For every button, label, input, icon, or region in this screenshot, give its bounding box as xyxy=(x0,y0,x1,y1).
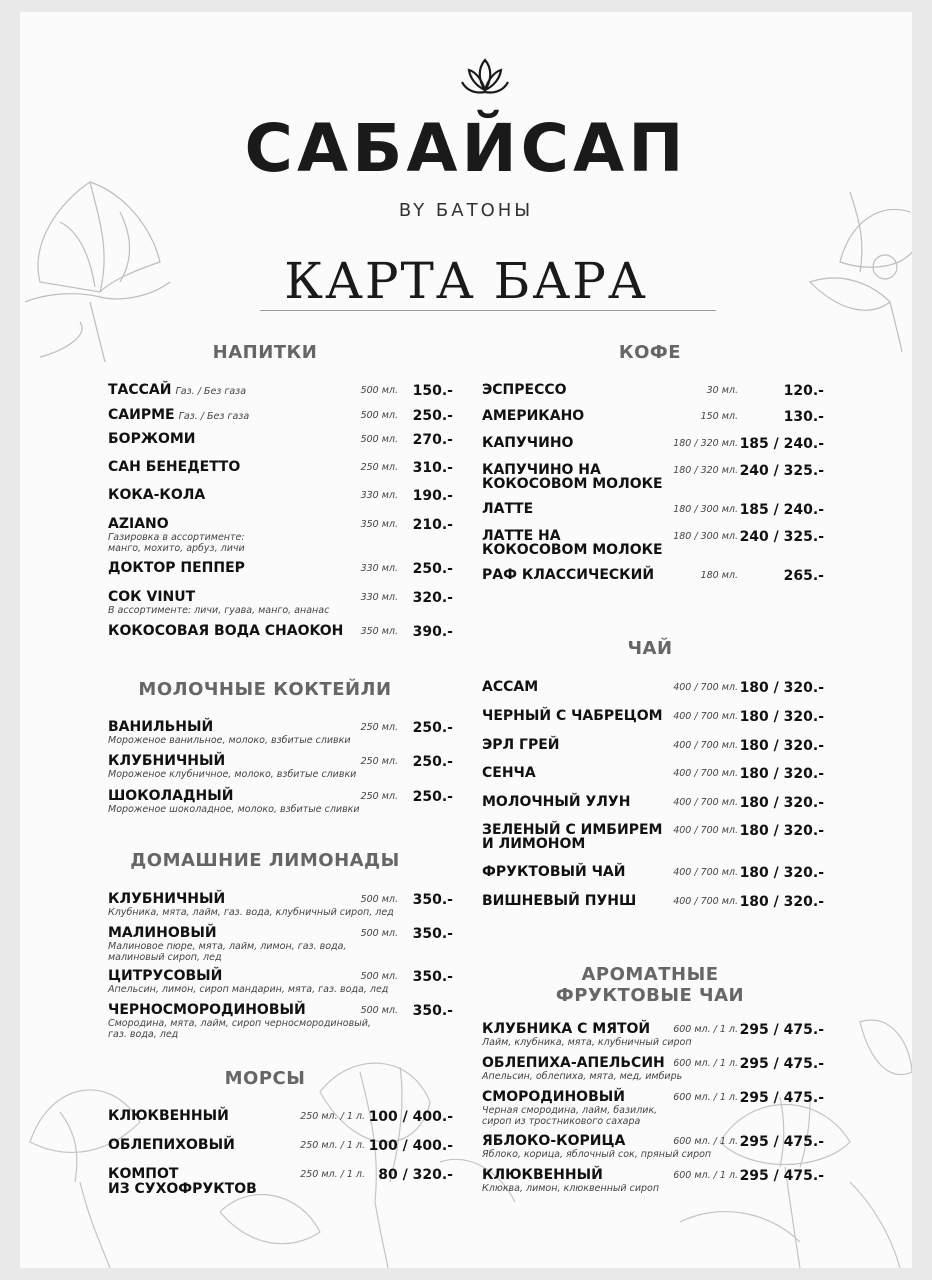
item-volume: 500 мл. xyxy=(360,928,398,939)
item-volume: 500 мл. xyxy=(360,434,398,445)
item-volume: 330 мл. xyxy=(360,563,398,574)
item-price: 310.- xyxy=(412,460,453,476)
item-volume: 30 мл. xyxy=(706,385,738,396)
item-price: 250.- xyxy=(412,561,453,577)
item-price: 185 / 240.- xyxy=(739,436,824,452)
item-price: 295 / 475.- xyxy=(739,1022,824,1038)
item-price: 270.- xyxy=(412,432,453,448)
item-volume: 350 мл. xyxy=(360,519,398,530)
item-name: ЦИТРУСОВЫЙ xyxy=(108,968,223,984)
item-price: 250.- xyxy=(412,754,453,770)
item-price: 210.- xyxy=(412,517,453,533)
item-option: Газ. / Без газа xyxy=(178,411,250,422)
item-price: 390.- xyxy=(412,624,453,640)
item-name: ВАНИЛЬНЫЙ xyxy=(108,719,214,735)
item-volume: 400 / 700 мл. xyxy=(673,740,738,751)
section-title-lemonades: ДОМАШНИЕ ЛИМОНАДЫ xyxy=(130,850,400,871)
item-option: Газ. / Без газа xyxy=(175,386,247,397)
title-divider xyxy=(260,310,716,311)
section-title-coffee: КОФЕ xyxy=(618,342,682,363)
item-name: КАПУЧИНО xyxy=(482,435,574,451)
item-price: 240 / 325.- xyxy=(739,529,824,545)
item-description: Лайм, клубника, мята, клубничный сироп xyxy=(482,1037,692,1048)
item-volume: 400 / 700 мл. xyxy=(673,711,738,722)
item-name: МАЛИНОВЫЙ xyxy=(108,925,217,941)
item-name: СОК VINUT xyxy=(108,589,196,605)
item-name: КЛУБНИЧНЫЙ xyxy=(108,753,226,769)
item-name: ЗЕЛЕНЫЙ С ИМБИРЕМ xyxy=(482,822,663,838)
item-volume: 250 мл. xyxy=(360,462,398,473)
item-name: ВИШНЕВЫЙ ПУНШ xyxy=(482,893,637,909)
item-description: Черная смородина, лайм, базилик, xyxy=(482,1105,658,1116)
item-description: Мороженое шоколадное, молоко, взбитые сливки xyxy=(108,804,360,815)
item-name: ДОКТОР ПЕППЕР xyxy=(108,560,245,576)
item-name: САН БЕНЕДЕТТО xyxy=(108,459,241,475)
item-description: Яблоко, корица, яблочный сок, пряный сироп xyxy=(482,1149,712,1160)
item-name-line2: КОКОСОВОМ МОЛОКЕ xyxy=(482,542,663,558)
item-name: КЛЮКВЕННЫЙ xyxy=(482,1167,603,1183)
item-name: ТАССАЙ Газ. / Без газа xyxy=(108,382,247,398)
item-price: 130.- xyxy=(783,409,824,425)
item-description: сироп из тростникового сахара xyxy=(482,1116,641,1127)
item-name: КОМПОТ xyxy=(108,1166,179,1182)
item-name: ЛАТТЕ НА xyxy=(482,528,561,544)
item-description: Апельсин, облепиха, мята, мед, имбирь xyxy=(482,1071,683,1082)
item-price: 295 / 475.- xyxy=(739,1056,824,1072)
section-title-fruit-tea-line2: ФРУКТОВЫЕ ЧАИ xyxy=(555,985,745,1006)
item-volume: 500 мл. xyxy=(360,1005,398,1016)
item-volume: 600 мл. / 1 л. xyxy=(673,1170,738,1181)
item-volume: 350 мл. xyxy=(360,626,398,637)
item-name: КАПУЧИНО НА xyxy=(482,462,601,478)
item-name: САИРМЕ Газ. / Без газа xyxy=(108,407,250,423)
item-volume: 250 мл. / 1 л. xyxy=(300,1140,365,1151)
menu-page xyxy=(20,12,912,1268)
item-price: 100 / 400.- xyxy=(368,1109,453,1125)
brand-subtitle: BY БАТОНЫ xyxy=(398,200,534,221)
item-price: 180 / 320.- xyxy=(739,738,824,754)
item-name: ЯБЛОКО-КОРИЦА xyxy=(482,1133,626,1149)
item-volume: 180 мл. xyxy=(700,570,738,581)
item-price: 250.- xyxy=(412,408,453,424)
item-name: ОБЛЕПИХА-АПЕЛЬСИН xyxy=(482,1055,665,1071)
item-volume: 250 мл. xyxy=(360,756,398,767)
item-volume: 250 мл. / 1 л. xyxy=(300,1111,365,1122)
item-price: 190.- xyxy=(412,488,453,504)
item-name: ЧЕРНЫЙ С ЧАБРЕЦОМ xyxy=(482,708,663,724)
item-description: Газировка в ассортименте: xyxy=(108,532,245,543)
item-price: 350.- xyxy=(412,892,453,908)
item-name: АМЕРИКАНО xyxy=(482,408,585,424)
item-volume: 600 мл. / 1 л. xyxy=(673,1136,738,1147)
item-volume: 400 / 700 мл. xyxy=(673,867,738,878)
page-title: КАРТА БАРА xyxy=(284,252,648,310)
item-volume: 400 / 700 мл. xyxy=(673,797,738,808)
item-price: 180 / 320.- xyxy=(739,680,824,696)
item-volume: 400 / 700 мл. xyxy=(673,682,738,693)
item-name: КЛЮКВЕННЫЙ xyxy=(108,1108,229,1124)
item-volume: 400 / 700 мл. xyxy=(673,768,738,779)
item-volume: 500 мл. xyxy=(360,385,398,396)
item-price: 180 / 320.- xyxy=(739,795,824,811)
item-name: АССАМ xyxy=(482,679,539,695)
item-price: 320.- xyxy=(412,590,453,606)
brand-name: САБАЙСАП xyxy=(244,110,688,187)
section-title-fruit-tea: АРОМАТНЫЕ xyxy=(581,964,719,985)
item-volume: 250 мл. / 1 л. xyxy=(300,1169,365,1180)
item-description: Смородина, мята, лайм, сироп черносмородиновый, xyxy=(108,1018,371,1029)
item-name: ЧЕРНОСМОРОДИНОВЫЙ xyxy=(108,1002,306,1018)
item-volume: 600 мл. / 1 л. xyxy=(673,1092,738,1103)
item-name: КЛУБНИЧНЫЙ xyxy=(108,891,226,907)
item-price: 150.- xyxy=(412,383,453,399)
section-title-milkshakes: МОЛОЧНЫЕ КОКТЕЙЛИ xyxy=(138,679,392,700)
item-price: 295 / 475.- xyxy=(739,1168,824,1184)
item-volume: 500 мл. xyxy=(360,894,398,905)
item-volume: 600 мл. / 1 л. xyxy=(673,1058,738,1069)
item-description: малиновый сироп, лед xyxy=(108,952,222,963)
section-title-tea: ЧАЙ xyxy=(627,638,673,659)
item-price: 350.- xyxy=(412,969,453,985)
item-price: 250.- xyxy=(412,720,453,736)
lotus-icon xyxy=(460,56,510,100)
item-price: 240 / 325.- xyxy=(739,463,824,479)
item-name: МОЛОЧНЫЙ УЛУН xyxy=(482,794,631,810)
item-description: Клубника, мята, лайм, газ. вода, клубничный сироп, лед xyxy=(108,907,394,918)
item-price: 100 / 400.- xyxy=(368,1138,453,1154)
section-title-drinks: НАПИТКИ xyxy=(212,342,318,363)
item-name: СЕНЧА xyxy=(482,765,536,781)
item-name: ЭРЛ ГРЕЙ xyxy=(482,737,560,753)
item-name-line2: И ЛИМОНОМ xyxy=(482,836,586,852)
item-description: В ассортименте: личи, гуава, манго, ананас xyxy=(108,605,330,616)
item-price: 350.- xyxy=(412,1003,453,1019)
item-name: КОКА-КОЛА xyxy=(108,487,206,503)
item-name: РАФ КЛАССИЧЕСКИЙ xyxy=(482,567,655,583)
item-volume: 250 мл. xyxy=(360,791,398,802)
item-description: газ. вода, лед xyxy=(108,1029,179,1040)
item-price: 185 / 240.- xyxy=(739,502,824,518)
item-name: ШОКОЛАДНЫЙ xyxy=(108,788,234,804)
item-name: ЭСПРЕССО xyxy=(482,382,567,398)
item-description: Мороженое ванильное, молоко, взбитые сливки xyxy=(108,735,351,746)
item-volume: 180 / 320 мл. xyxy=(673,438,738,449)
item-volume: 250 мл. xyxy=(360,722,398,733)
item-price: 295 / 475.- xyxy=(739,1090,824,1106)
item-volume: 150 мл. xyxy=(700,411,738,422)
item-volume: 180 / 320 мл. xyxy=(673,465,738,476)
item-price: 265.- xyxy=(783,568,824,584)
item-volume: 180 / 300 мл. xyxy=(673,504,738,515)
item-volume: 330 мл. xyxy=(360,490,398,501)
item-name: КОКОСОВАЯ ВОДА CHAOKOH xyxy=(108,623,344,639)
item-price: 180 / 320.- xyxy=(739,766,824,782)
item-price: 180 / 320.- xyxy=(739,865,824,881)
item-volume: 500 мл. xyxy=(360,410,398,421)
item-name-line2: КОКОСОВОМ МОЛОКЕ xyxy=(482,476,663,492)
item-volume: 330 мл. xyxy=(360,592,398,603)
item-description: Клюква, лимон, клюквенный сироп xyxy=(482,1183,660,1194)
item-volume: 180 / 300 мл. xyxy=(673,531,738,542)
item-description: Малиновое пюре, мята, лайм, лимон, газ. вода, xyxy=(108,941,347,952)
item-price: 295 / 475.- xyxy=(739,1134,824,1150)
item-price: 180 / 320.- xyxy=(739,894,824,910)
item-price: 180 / 320.- xyxy=(739,709,824,725)
item-volume: 500 мл. xyxy=(360,971,398,982)
item-price: 80 / 320.- xyxy=(378,1167,453,1183)
item-name: СМОРОДИНОВЫЙ xyxy=(482,1089,625,1105)
item-price: 250.- xyxy=(412,789,453,805)
item-name: КЛУБНИКА С МЯТОЙ xyxy=(482,1021,651,1037)
item-price: 180 / 320.- xyxy=(739,823,824,839)
item-volume: 400 / 700 мл. xyxy=(673,825,738,836)
item-volume: 400 / 700 мл. xyxy=(673,896,738,907)
section-title-mors: МОРСЫ xyxy=(224,1068,306,1089)
item-name: ФРУКТОВЫЙ ЧАЙ xyxy=(482,864,626,880)
item-description: Мороженое клубничное, молоко, взбитые сливки xyxy=(108,769,357,780)
item-name-line2: ИЗ СУХОФРУКТОВ xyxy=(108,1181,257,1197)
item-name: ОБЛЕПИХОВЫЙ xyxy=(108,1137,235,1153)
item-price: 350.- xyxy=(412,926,453,942)
item-name: БОРЖОМИ xyxy=(108,431,196,447)
item-price: 120.- xyxy=(783,383,824,399)
item-name: AZIANO xyxy=(108,516,169,532)
item-name: ЛАТТЕ xyxy=(482,501,534,517)
item-volume: 600 мл. / 1 л. xyxy=(673,1024,738,1035)
item-description: манго, мохито, арбуз, личи xyxy=(108,543,245,554)
item-description: Апельсин, лимон, сироп мандарин, мята, газ. вода, лед xyxy=(108,984,389,995)
